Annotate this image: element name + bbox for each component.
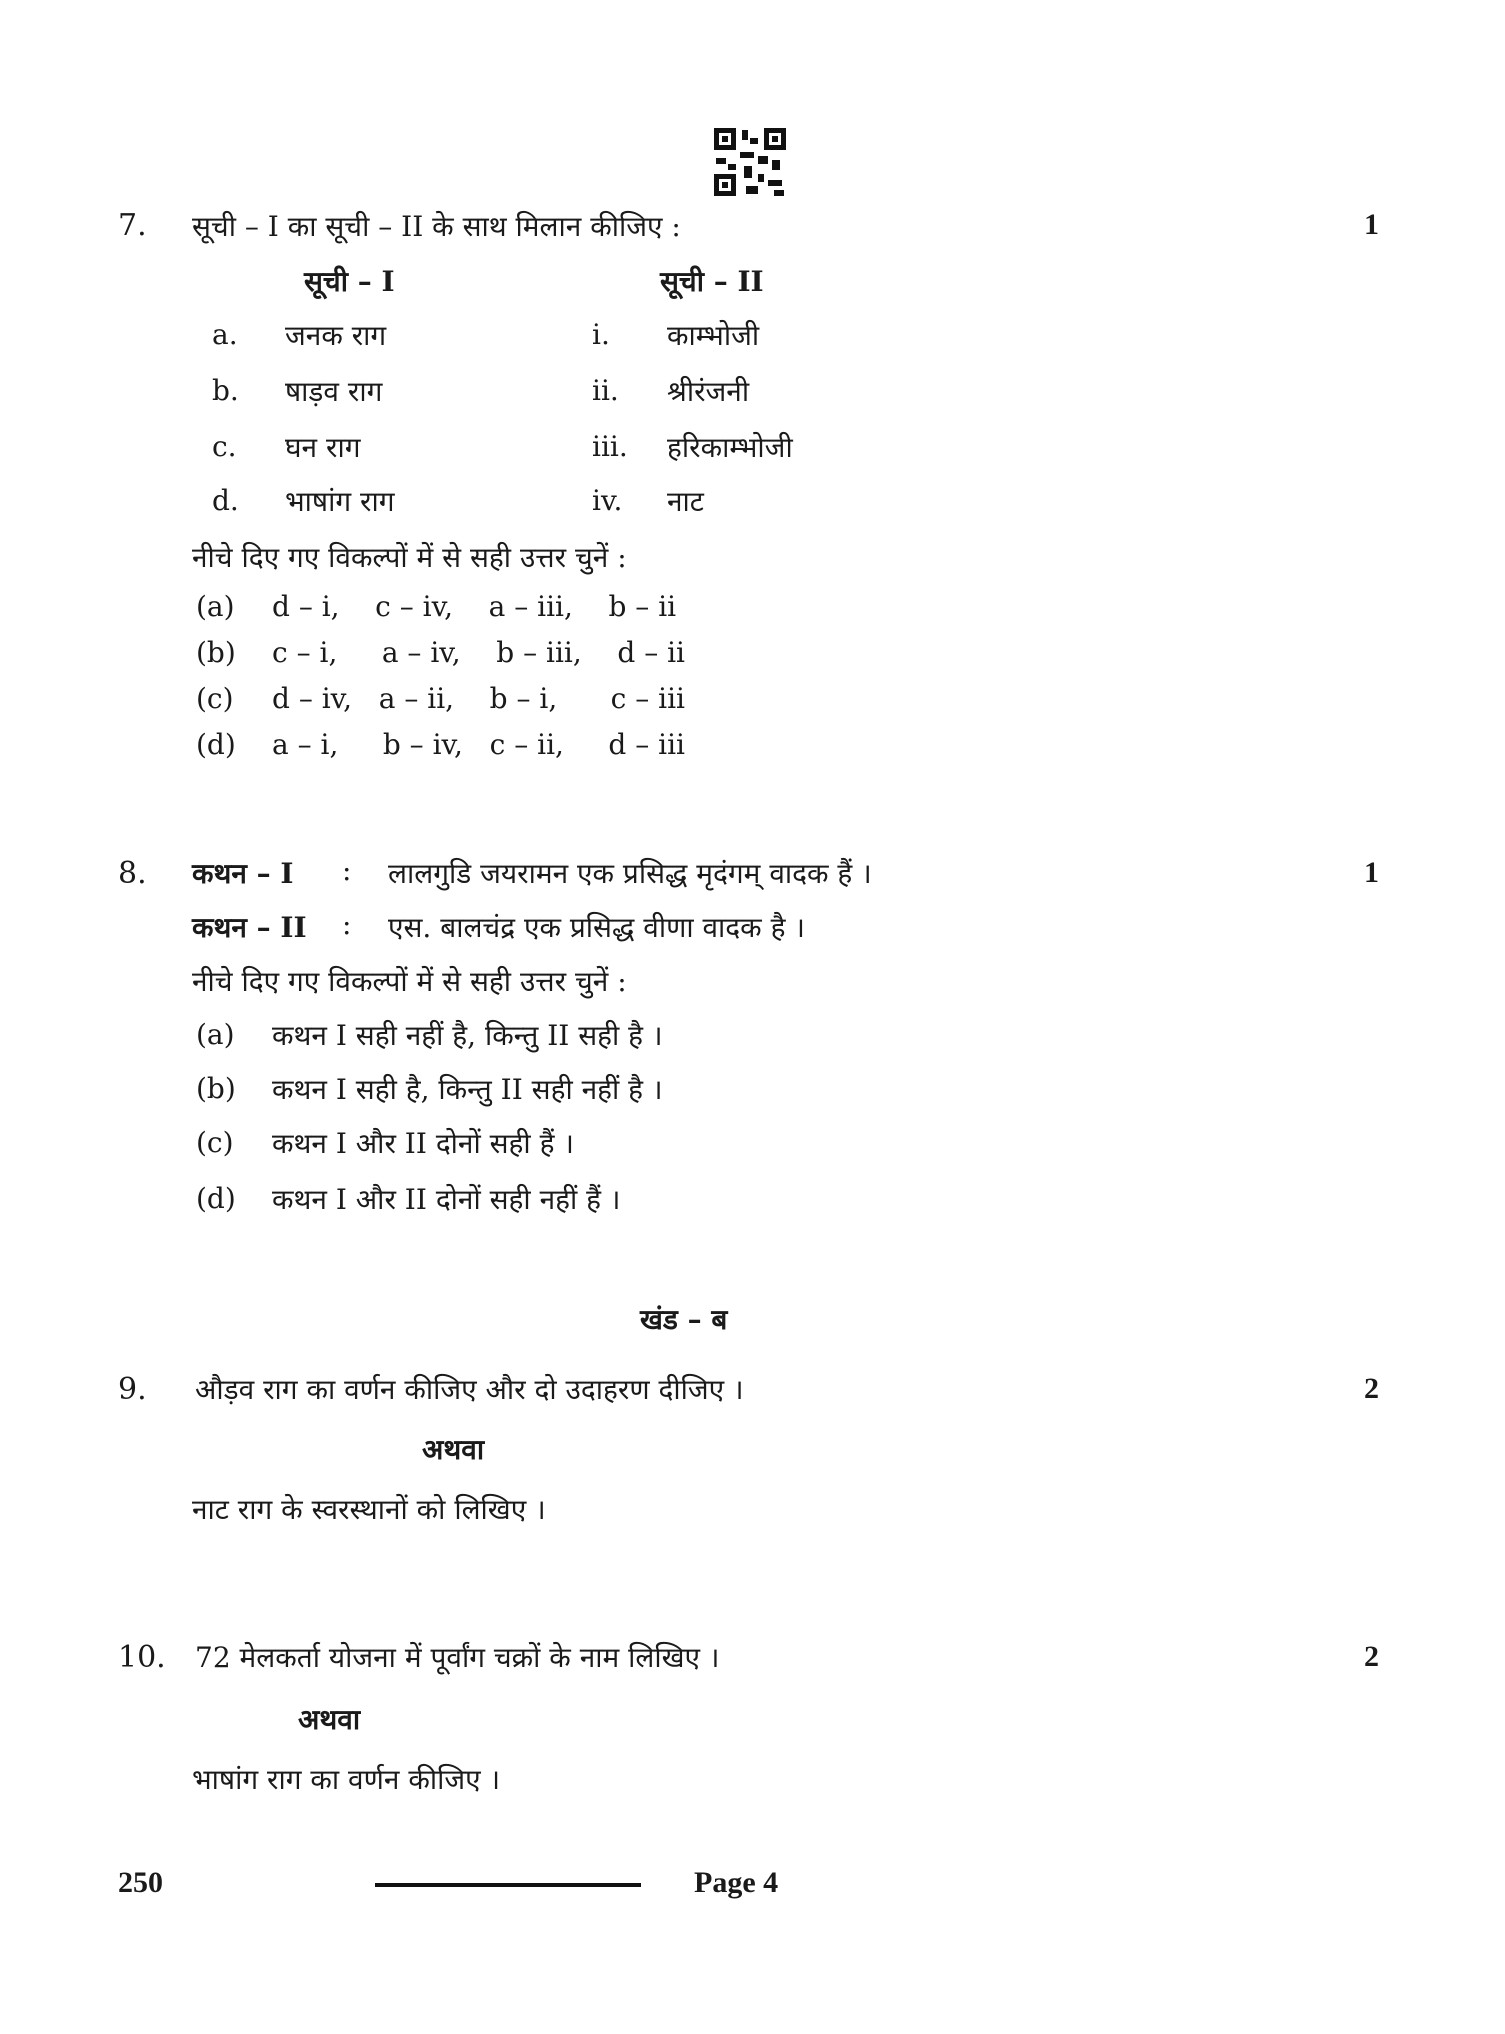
list-2-label: i. bbox=[592, 318, 610, 351]
option-label: (a) bbox=[196, 1018, 235, 1051]
question-10-text: 72 मेलकर्ता योजना में पूर्वांग चक्रों के नाम लिखिए । bbox=[195, 1641, 720, 1674]
footer-divider bbox=[375, 1883, 641, 1887]
option-label: (c) bbox=[196, 1126, 234, 1159]
list-2-label: iv. bbox=[592, 484, 623, 517]
option-label: (c) bbox=[196, 682, 234, 715]
or-label: अथवा bbox=[298, 1703, 361, 1736]
question-10-alternative: भाषांग राग का वर्णन कीजिए । bbox=[192, 1763, 501, 1796]
option-label: (a) bbox=[196, 590, 235, 623]
question-7-instruction: नीचे दिए गए विकल्पों में से सही उत्तर चुनें : bbox=[192, 541, 627, 574]
statement-2-text: एस. बालचंद्र एक प्रसिद्ध वीणा वादक है । bbox=[388, 911, 805, 944]
option-text: कथन I और II दोनों सही नहीं हैं । bbox=[272, 1183, 621, 1216]
option-text: c – i, a – iv, b – iii, d – ii bbox=[272, 636, 686, 669]
option-label: (b) bbox=[196, 636, 236, 669]
option-label: (d) bbox=[196, 1182, 236, 1215]
question-7-number: 7. bbox=[118, 208, 147, 243]
list-1-label: a. bbox=[212, 318, 238, 351]
list-1-label: d. bbox=[212, 484, 239, 517]
option-text: a – i, b – iv, c – ii, d – iii bbox=[272, 728, 686, 761]
question-10-number: 10. bbox=[118, 1640, 166, 1675]
or-label: अथवा bbox=[422, 1433, 485, 1466]
list-2-item: श्रीरंजनी bbox=[667, 375, 750, 408]
list-1-item: भाषांग राग bbox=[285, 485, 395, 518]
question-8-marks: 1 bbox=[1364, 856, 1379, 889]
page-number: Page 4 bbox=[694, 1866, 779, 1899]
option-text: d – i, c – iv, a – iii, b – ii bbox=[272, 590, 677, 623]
question-8-number: 8. bbox=[118, 856, 147, 891]
list-1-label: c. bbox=[212, 430, 237, 463]
list-1-label: b. bbox=[212, 374, 239, 407]
list-2-label: ii. bbox=[592, 374, 619, 407]
option-text: d – iv, a – ii, b – i, c – iii bbox=[272, 682, 686, 715]
question-9-alternative: नाट राग के स्वरस्थानों को लिखिए । bbox=[192, 1493, 546, 1526]
list-2-label: iii. bbox=[592, 430, 628, 463]
list-2-item: नाट bbox=[667, 485, 704, 518]
option-label: (d) bbox=[196, 728, 236, 761]
list-2-header: सूची – II bbox=[660, 265, 764, 298]
statement-2-label: कथन – II bbox=[192, 911, 307, 944]
list-2-item: हरिकाम्भोजी bbox=[667, 431, 793, 464]
question-9-number: 9. bbox=[118, 1372, 147, 1407]
statement-2-colon: : bbox=[342, 908, 352, 941]
list-1-header: सूची – I bbox=[304, 265, 395, 298]
section-heading: खंड – ब bbox=[640, 1303, 728, 1336]
question-9-marks: 2 bbox=[1364, 1372, 1379, 1405]
option-text: कथन I और II दोनों सही हैं । bbox=[272, 1127, 574, 1160]
question-7-text: सूची – I का सूची – II के साथ मिलान कीजिए : bbox=[192, 210, 681, 243]
question-8-instruction: नीचे दिए गए विकल्पों में से सही उत्तर चुनें : bbox=[192, 965, 627, 998]
option-label: (b) bbox=[196, 1072, 236, 1105]
list-1-item: जनक राग bbox=[285, 319, 387, 352]
statement-1-label: कथन – I bbox=[192, 857, 294, 890]
list-1-item: घन राग bbox=[285, 431, 361, 464]
option-text: कथन I सही है, किन्तु II सही नहीं है । bbox=[272, 1073, 663, 1106]
statement-1-text: लालगुडि जयरामन एक प्रसिद्ध मृदंगम् वादक हैं । bbox=[388, 857, 872, 890]
list-1-item: षाड़व राग bbox=[285, 375, 383, 408]
qr-code bbox=[714, 128, 786, 196]
question-9-text: औड़व राग का वर्णन कीजिए और दो उदाहरण दीजिए । bbox=[195, 1373, 744, 1406]
question-10-marks: 2 bbox=[1364, 1640, 1379, 1673]
option-text: कथन I सही नहीं है, किन्तु II सही है । bbox=[272, 1019, 663, 1052]
question-7-marks: 1 bbox=[1364, 208, 1379, 241]
statement-1-colon: : bbox=[342, 854, 352, 887]
list-2-item: काम्भोजी bbox=[667, 319, 760, 352]
paper-code: 250 bbox=[118, 1866, 163, 1899]
